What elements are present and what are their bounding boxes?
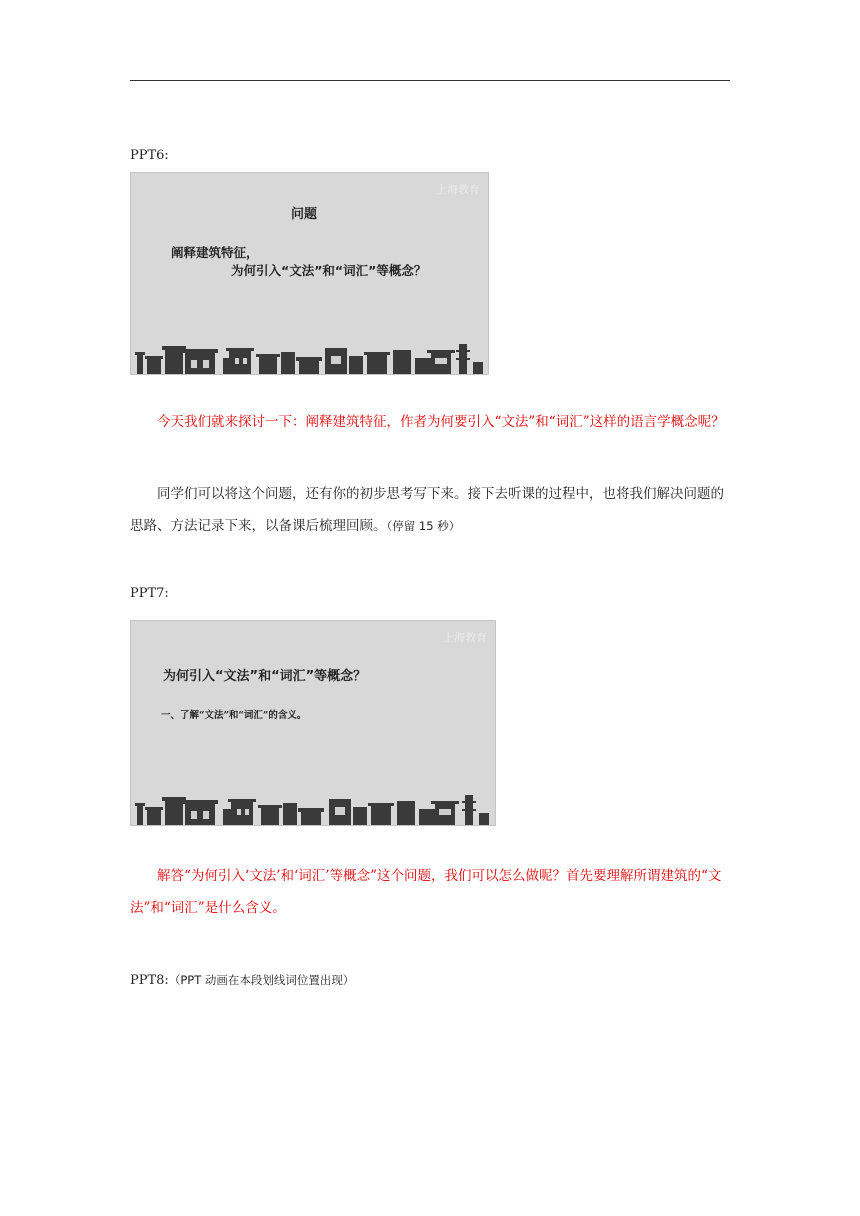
ppt6-label: PPT6: — [130, 148, 169, 163]
paragraph-2 — [130, 478, 730, 542]
skyline-illustration — [131, 793, 495, 825]
ppt8-label — [130, 972, 354, 988]
slide-title: 为何引入“文法”和“词汇”等概念？ — [163, 669, 367, 684]
slide-title: 问题 — [291, 207, 318, 222]
ppt8-note: （PPT 动画在本段划线词位置出现） — [168, 973, 355, 987]
ppt8-label-text: PPT8: — [130, 973, 169, 988]
ppt7-slide-image — [130, 620, 496, 826]
slide-line-2: 为何引入“文法”和“词汇”等概念？ — [231, 263, 427, 278]
slide-subtitle: 一、了解“文法”和“词汇”的含义。 — [161, 710, 307, 721]
slide-watermark: 上海教育 — [436, 183, 480, 196]
paragraph-2-text: 同学们可以将这个问题，还有你的初步思考写下来。接下去听课的过程中，也将我们解决问题的思路、方法记录下来，以备课后梳理回顾。 — [130, 486, 724, 534]
paragraph-1: 今天我们就来探讨一下：阐释建筑特征，作者为何要引入“文法”和“词汇”这样的语言学概念呢？ — [157, 414, 725, 430]
paragraph-3: 解答“为何引入‘文法’和‘词汇’等概念”这个问题，我们可以怎么做呢？首先要理解所谓建筑的“文法”和“词汇”是什么含义。 — [130, 868, 722, 916]
pause-note: （停留 15 秒） — [386, 519, 461, 533]
skyline-illustration — [131, 342, 488, 374]
ppt7-label: PPT7: — [130, 586, 169, 601]
slide-watermark: 上海教育 — [443, 631, 487, 644]
slide-line-1: 阐释建筑特征， — [171, 245, 259, 260]
ppt6-slide-image — [130, 172, 489, 375]
header-rule — [130, 80, 730, 81]
